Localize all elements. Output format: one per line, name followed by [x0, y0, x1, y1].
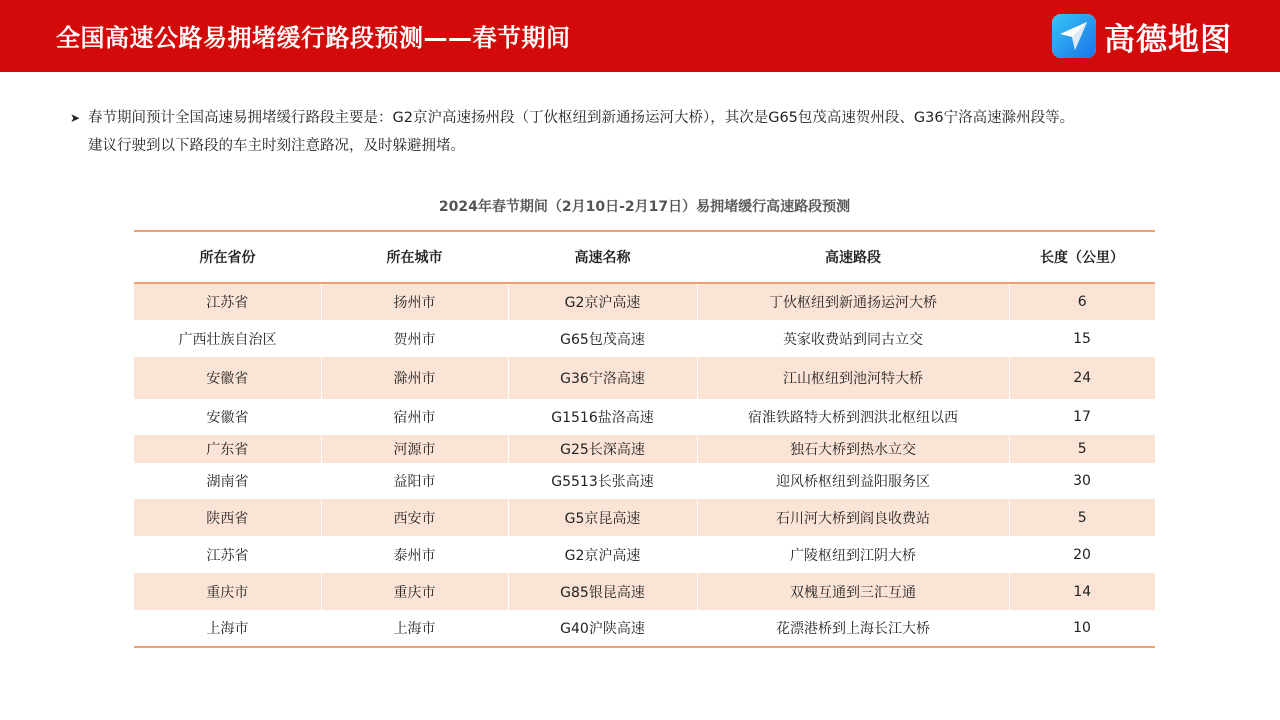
cell-province: 广西壮族自治区: [178, 331, 277, 348]
table-row: [134, 283, 1155, 320]
cell-province: 重庆市: [134, 573, 321, 610]
cell-section: 独石大桥到热水立交: [697, 435, 1009, 463]
cell-section: 迎风桥枢纽到益阳服务区: [776, 474, 930, 490]
cell-highway: G2京沪高速: [564, 547, 641, 564]
cell-length: 15: [1073, 330, 1091, 347]
cell-highway: G85银昆高速: [508, 573, 697, 610]
cell-city: 上海市: [393, 621, 436, 637]
cell-city: 贺州市: [393, 331, 436, 348]
cell-section: 石川河大桥到阎良收费站: [697, 499, 1009, 536]
cell-section: 宿淮铁路特大桥到泗洪北枢纽以西: [748, 410, 958, 426]
table-row: [134, 499, 1155, 536]
cell-highway: G40沪陕高速: [560, 621, 645, 637]
cell-province: 上海市: [206, 621, 249, 637]
cell-city: 西安市: [321, 499, 508, 536]
congestion-table: [134, 230, 1155, 648]
cell-highway: G2京沪高速: [508, 283, 697, 320]
table-row: [134, 435, 1155, 463]
cell-city: 滁州市: [321, 357, 508, 399]
cell-city: 扬州市: [321, 283, 508, 320]
cell-section: 花漂港桥到上海长江大桥: [776, 621, 930, 637]
cell-highway: G65包茂高速: [560, 331, 645, 348]
table-row: [134, 536, 1155, 573]
intro-text: [70, 104, 1190, 160]
cell-section: 江山枢纽到池河特大桥: [697, 357, 1009, 399]
cell-length: 24: [1009, 357, 1155, 399]
cell-highway: G1516盐洛高速: [551, 410, 654, 426]
page-header: [0, 0, 1280, 72]
column-header-city: 所在城市: [321, 231, 508, 283]
intro-sentence-1: 春节期间预计全国高速易拥堵缓行路段主要是：G2京沪高速扬州段（丁伙枢纽到新通扬运河大桥），其次是G65包茂高速贺州段、G36宁洛高速滁州段等。: [88, 110, 1075, 126]
cell-section: 丁伙枢纽到新通扬运河大桥: [697, 283, 1009, 320]
intro-line-1: [70, 104, 1190, 132]
cell-province: 广东省: [134, 435, 321, 463]
intro-line-2: 建议行驶到以下路段的车主时刻注意路况，及时躲避拥堵。: [88, 138, 465, 154]
table-caption: 2024年春节期间（2月10日-2月17日）易拥堵缓行高速路段预测: [438, 199, 851, 215]
cell-highway: G36宁洛高速: [508, 357, 697, 399]
cell-province: 陕西省: [134, 499, 321, 536]
cell-section: 双槐互通到三汇互通: [697, 573, 1009, 610]
column-header-section: 高速路段: [697, 231, 1009, 283]
logo-text: 高德地图: [1104, 21, 1232, 58]
amap-logo: [1052, 13, 1232, 59]
column-header-length: 长度（公里）: [1009, 231, 1155, 283]
cell-section: 英家收费站到同古立交: [783, 331, 923, 348]
cell-province: 安徽省: [206, 410, 249, 426]
table-row: [134, 320, 1155, 357]
cell-city: 宿州市: [393, 410, 436, 426]
cell-province: 江苏省: [206, 547, 249, 564]
cell-province: 安徽省: [134, 357, 321, 399]
cell-province: 湖南省: [206, 474, 249, 490]
arrow-bullet-icon: ➤: [70, 111, 81, 125]
cell-length: 20: [1073, 546, 1091, 563]
column-header-province: 所在省份: [134, 231, 321, 283]
cell-province: 江苏省: [134, 283, 321, 320]
cell-section: 广陵枢纽到江阴大桥: [790, 547, 916, 564]
cell-length: 5: [1009, 499, 1155, 536]
cell-highway: G5京昆高速: [508, 499, 697, 536]
page-title: 全国高速公路易拥堵缓行路段预测——春节期间: [56, 24, 571, 52]
column-header-highway: 高速名称: [508, 231, 697, 283]
table-row: [134, 573, 1155, 610]
cell-city: 益阳市: [393, 474, 436, 490]
cell-city: 泰州市: [393, 547, 436, 564]
cell-highway: G25长深高速: [508, 435, 697, 463]
cell-length: 6: [1009, 283, 1155, 320]
table-header-row: [134, 231, 1155, 283]
cell-length: 17: [1073, 409, 1091, 425]
table-row: [134, 610, 1155, 647]
cell-length: 30: [1073, 473, 1091, 489]
cell-highway: G5513长张高速: [551, 474, 654, 490]
table-row: [134, 357, 1155, 399]
table-row: [134, 399, 1155, 435]
cell-city: 重庆市: [321, 573, 508, 610]
navigation-arrow-icon: [1052, 14, 1096, 58]
cell-length: 5: [1009, 435, 1155, 463]
cell-city: 河源市: [321, 435, 508, 463]
cell-length: 10: [1073, 620, 1091, 636]
table-row: [134, 463, 1155, 499]
cell-length: 14: [1009, 573, 1155, 610]
